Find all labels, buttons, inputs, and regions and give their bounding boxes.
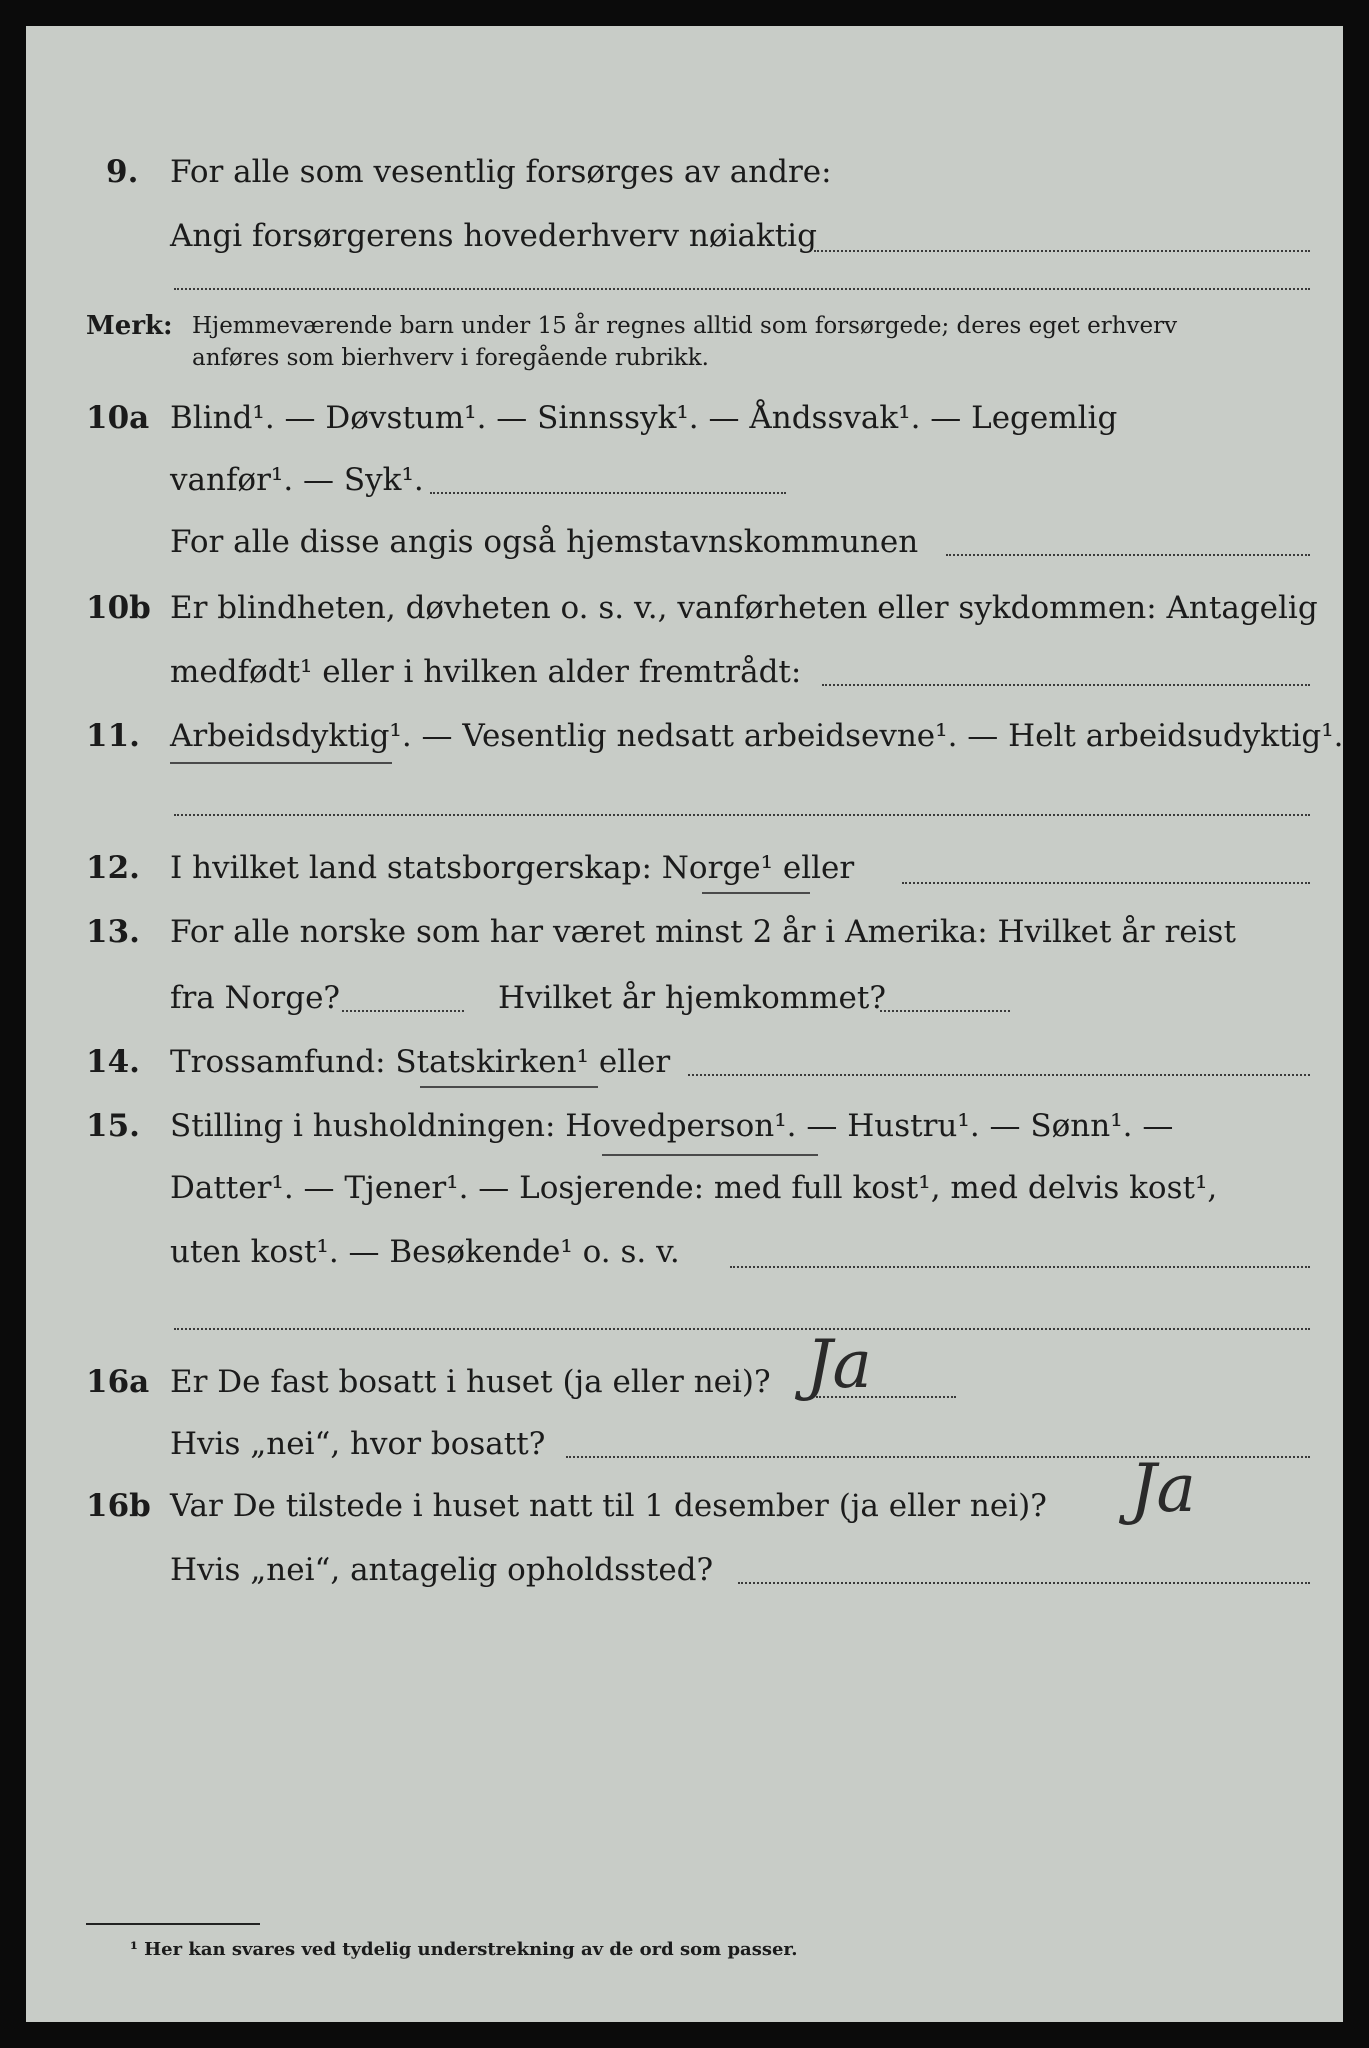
q10a-sick-line[interactable] <box>430 492 786 494</box>
q10a-number: 10a <box>86 400 150 436</box>
q14-handwritten-underline <box>420 1086 598 1088</box>
q13-line2a: fra Norge? <box>170 980 341 1016</box>
q16b-line2: Hvis „nei“, antagelig opholdssted? <box>170 1552 714 1588</box>
q12-answer-line[interactable] <box>902 882 1310 884</box>
q13-return-year-line[interactable] <box>880 1010 1010 1012</box>
q13-number: 13. <box>86 914 140 950</box>
q16a-residence-line[interactable] <box>566 1456 1310 1458</box>
q10a-line3: For alle disse angis også hjemstavnskommunen <box>170 524 919 560</box>
q10b-line1: Er blindheten, døvheten o. s. v., vanførheten eller sykdommen: Antagelig <box>170 590 1318 626</box>
q15-line1: Stilling i husholdningen: Hovedperson¹. — Hustru¹. — Sønn¹. — <box>170 1108 1174 1144</box>
q14-answer-line[interactable] <box>688 1074 1310 1076</box>
q15-line2: Datter¹. — Tjener¹. — Losjerende: med full kost¹, med delvis kost¹, <box>170 1170 1218 1206</box>
q14-line1: Trossamfund: Statskirken¹ eller <box>170 1044 671 1080</box>
q12-handwritten-underline <box>702 892 810 894</box>
q12-number: 12. <box>86 850 140 886</box>
q16a-handwritten-answer: Ja <box>806 1326 872 1403</box>
q11-answer-line[interactable] <box>174 814 1310 816</box>
q16a-line2: Hvis „nei“, hvor bosatt? <box>170 1426 546 1462</box>
q10b-number: 10b <box>86 590 151 626</box>
q13-departure-year-line[interactable] <box>342 1010 464 1012</box>
q16a-number: 16a <box>86 1364 150 1400</box>
q9-line1: For alle som vesentlig forsørges av andre: <box>170 154 832 190</box>
q16b-location-line[interactable] <box>738 1582 1310 1584</box>
q10b-line2: medfødt¹ eller i hvilken alder fremtrådt: <box>170 654 802 690</box>
q10a-hometown-line[interactable] <box>946 554 1310 556</box>
footnote: ¹ Her kan svares ved tydelig understrekning av de ord som passer. <box>130 1939 798 1960</box>
q11-handwritten-underline <box>170 762 392 764</box>
q15-answer-line[interactable] <box>730 1266 1310 1268</box>
q13-line1: For alle norske som har været minst 2 år i Amerika: Hvilket år reist <box>170 914 1236 950</box>
q15-handwritten-underline <box>602 1154 818 1156</box>
q10a-line1: Blind¹. — Døvstum¹. — Sinnssyk¹. — Åndssvak¹. — Legemlig <box>170 400 1118 436</box>
q12-line1: I hvilket land statsborgerskap: Norge¹ eller <box>170 850 855 886</box>
q9-number: 9. <box>106 154 139 190</box>
q16a-line1: Er De fast bosatt i huset (ja eller nei)? <box>170 1364 771 1400</box>
q16b-handwritten-answer: Ja <box>1130 1450 1196 1527</box>
q9-answer-line[interactable] <box>814 250 1310 252</box>
merk-line1: Hjemmeværende barn under 15 år regnes alltid som forsørgede; deres eget erhverv <box>192 313 1178 339</box>
q9-answer-line-2[interactable] <box>174 288 1310 290</box>
merk-line2: anføres som bierhverv i foregående rubrikk. <box>192 345 709 371</box>
q16b-line1: Var De tilstede i huset natt til 1 desember (ja eller nei)? <box>170 1488 1047 1524</box>
q11-line1: Arbeidsdyktig¹. — Vesentlig nedsatt arbeidsevne¹. — Helt arbeidsudyktig¹. <box>170 718 1344 754</box>
q13-line2b: Hvilket år hjemkommet? <box>498 980 886 1016</box>
q10b-answer-line[interactable] <box>822 684 1310 686</box>
q10a-line2: vanfør¹. — Syk¹. <box>170 462 424 498</box>
census-form-page <box>26 26 1343 2022</box>
merk-label: Merk: <box>86 311 173 341</box>
q9-line2: Angi forsørgerens hovederhverv nøiaktig <box>170 218 817 254</box>
q15-number: 15. <box>86 1108 140 1144</box>
q14-number: 14. <box>86 1044 140 1080</box>
q15-answer-line-2[interactable] <box>174 1328 1310 1330</box>
q16b-number: 16b <box>86 1488 151 1524</box>
q11-number: 11. <box>86 718 140 754</box>
q15-line3: uten kost¹. — Besøkende¹ o. s. v. <box>170 1234 680 1270</box>
footnote-rule <box>86 1923 260 1925</box>
